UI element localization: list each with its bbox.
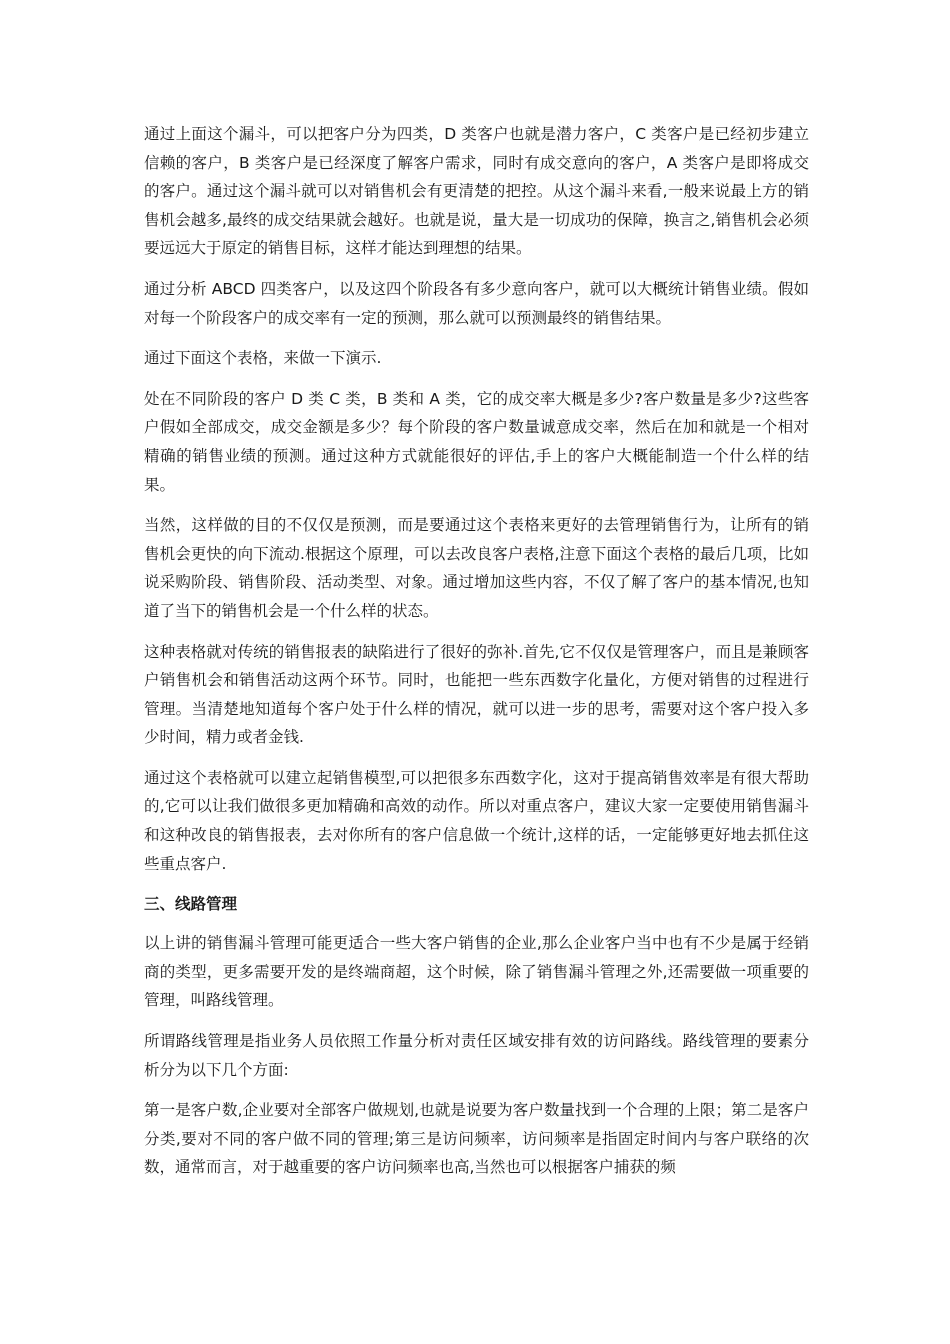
paragraph-abcd-analysis: 通过分析 ABCD 四类客户，以及这四个阶段各有多少意向客户，就可以大概统计销售业绩。假如对每一个阶段客户的成交率有一定的预测，那么就可以预测最终的销售结果。: [144, 279, 809, 327]
paragraph-funnel-categories: 通过上面这个漏斗，可以把客户分为四类，D 类客户也就是潜力客户，C 类客户是已经初步建立信赖的客户，B 类客户是已经深度了解客户需求，同时有成交意向的客户，A 类客户是即将成交的客户。通过这个漏斗就可以对销售机会有更清楚的把控。从这个漏斗来看,一般来说最上方的销售机会越多,最终的成交结果就会越好。也就是说，量大是一切成功的保障，换言之,销售机会必须要远远大于原定的销售目标，这样才能达到理想的结果。: [144, 125, 809, 258]
paragraph-stage-conversion: 处在不同阶段的客户 D 类 C 类，B 类和 A 类，它的成交率大概是多少?客户数量是多少?这些客户假如全部成交，成交金额是多少？每个阶段的客户数量诚意成交率，然后在加和就是一个相对精确的销售业绩的预测。通过这种方式就能很好的评估,手上的客户大概能制造一个什么样的结果。: [144, 389, 809, 494]
paragraph-route-intro: 以上讲的销售漏斗管理可能更适合一些大客户销售的企业,那么企业客户当中也有不少是属于经销商的类型，更多需要开发的是终端商超，这个时候，除了销售漏斗管理之外,还需要做一项重要的管理，叫路线管理。: [144, 934, 809, 1010]
paragraph-improved-table: 当然，这样做的目的不仅仅是预测，而是要通过这个表格来更好的去管理销售行为，让所有的销售机会更快的向下流动.根据这个原理，可以去改良客户表格,注意下面这个表格的最后几项，比如说采购阶段、销售阶段、活动类型、对象。通过增加这些内容，不仅了解了客户的基本情况,也知道了当下的销售机会是一个什么样的状态。: [144, 516, 809, 620]
section-heading-route-management: 三、线路管理: [144, 895, 238, 914]
paragraph-route-definition: 所谓路线管理是指业务人员依照工作量分析对责任区域安排有效的访问路线。路线管理的要素分析分为以下几个方面:: [144, 1032, 809, 1079]
paragraph-route-elements: 第一是客户数,企业要对全部客户做规划,也就是说要为客户数量找到一个合理的上限；第二是客户分类,要对不同的客户做不同的管理;第三是访问频率，访问频率是指固定时间内与客户联络的次数，通常而言，对于越重要的客户访问频率也高,当然也可以根据客户捕获的频: [144, 1101, 809, 1177]
paragraph-table-demo: 通过下面这个表格，来做一下演示.: [144, 349, 382, 368]
paragraph-report-defects: 这种表格就对传统的销售报表的缺陷进行了很好的弥补.首先,它不仅仅是管理客户，而且是兼顾客户销售机会和销售活动这两个环节。同时，也能把一些东西数字化量化，方便对销售的过程进行管理。当清楚地知道每个客户处于什么样的情况，就可以进一步的思考，需要对这个客户投入多少时间，精力或者金钱.: [144, 642, 809, 747]
paragraph-sales-model: 通过这个表格就可以建立起销售模型,可以把很多东西数字化，这对于提高销售效率是有很大帮助的,它可以让我们做很多更加精确和高效的动作。所以对重点客户，建议大家一定要使用销售漏斗和这种改良的销售报表，去对你所有的客户信息做一个统计,这样的话，一定能够更好地去抓住这些重点客户.: [144, 768, 809, 873]
document-body: [144, 120, 809, 1194]
